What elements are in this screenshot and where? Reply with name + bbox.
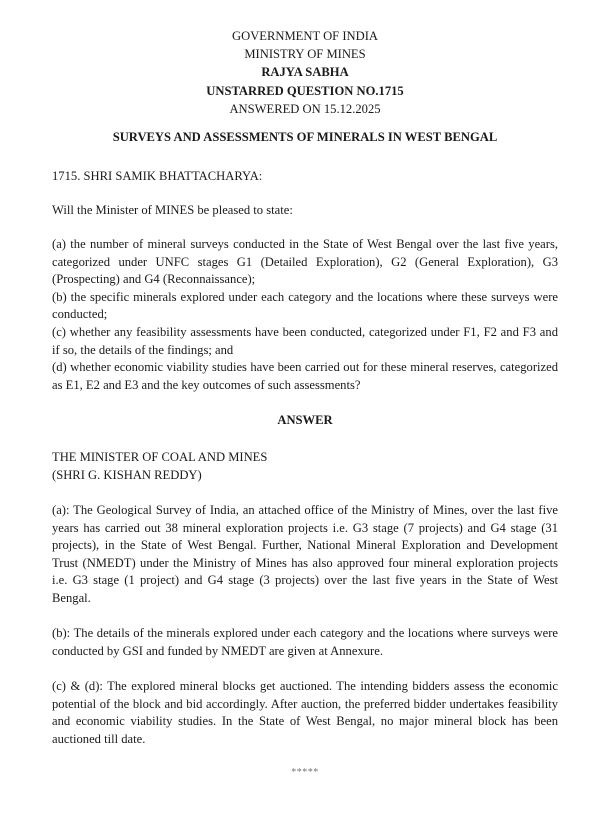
- ministry-line: MINISTRY OF MINES: [244, 47, 366, 62]
- document-title: SURVEYS AND ASSESSMENTS OF MINERALS IN WEST BENGAL: [112, 130, 498, 144]
- answered-date: ANSWERED ON 15.12.2025: [229, 101, 381, 116]
- question-part-a: (a) the number of mineral surveys conducted in the State of West Bengal over the last five years, categorized under UNFC stages G1 (Detailed Exploration), G2 (General Exploration), G3 (Prospecting) and G4 (Reconnaissance);: [52, 237, 558, 287]
- question-intro: [52, 202, 558, 220]
- answer-b-text: (b): The details of the minerals explored under each category and the locations where surveys were conducted by GSI and funded by NMEDT are given at Annexure.: [52, 626, 558, 658]
- question-parts: [52, 236, 558, 394]
- question-member: [52, 168, 558, 186]
- minister-name: (SHRI G. KISHAN REDDY): [52, 468, 202, 482]
- government-line: GOVERNMENT OF INDIA: [232, 29, 378, 43]
- house-name: RAJYA SABHA: [261, 65, 349, 80]
- answer-part-a: [52, 502, 558, 608]
- intro-text: Will the Minister of MINES be pleased to state:: [52, 203, 293, 217]
- answer-part-b: [52, 625, 558, 660]
- answer-part-cd: [52, 678, 558, 748]
- document-header: [0, 27, 610, 118]
- question-part-b: (b) the specific minerals explored under each category and the locations where these surveys were conducted;: [52, 289, 558, 322]
- answer-cd-text: (c) & (d): The explored mineral blocks get auctioned. The intending bidders assess the economic potential of the block and bid accordingly. After auction, the preferred bidder undertakes feasibility and economic viability studies. In the State of West Bengal, no major mineral block has been auctioned till date.: [52, 679, 558, 746]
- minister-block: [52, 448, 558, 484]
- question-number: UNSTARRED QUESTION NO.1715: [206, 83, 404, 98]
- member-name: 1715. SHRI SAMIK BHATTACHARYA:: [52, 169, 263, 183]
- end-marker: *****: [291, 767, 319, 778]
- minister-title: THE MINISTER OF COAL AND MINES: [52, 450, 268, 464]
- question-part-d: (d) whether economic viability studies have been carried out for these mineral reserves, categorized as E1, E2 and E3 and the key outcomes of such assessments?: [52, 360, 558, 392]
- answer-heading: ANSWER: [277, 413, 333, 427]
- answer-a-text: (a): The Geological Survey of India, an attached office of the Ministry of Mines, over the last five years has carried out 38 mineral exploration projects i.e. G3 stage (7 projects) and G4 stage (31 projects), in the State of West Bengal. Further, National Mineral Exploration and Development Trust (NMEDT) under the Ministry of Mines has also approved four mineral exploration projects i.e. G3 stage (1 project) and G4 stage (3 projects) over the last five years in the State of West Bengal.: [52, 503, 558, 605]
- question-part-c: (c) whether any feasibility assessments have been conducted, categorized under F1, F2 and F3 and if so, the details of the findings; and: [52, 324, 558, 357]
